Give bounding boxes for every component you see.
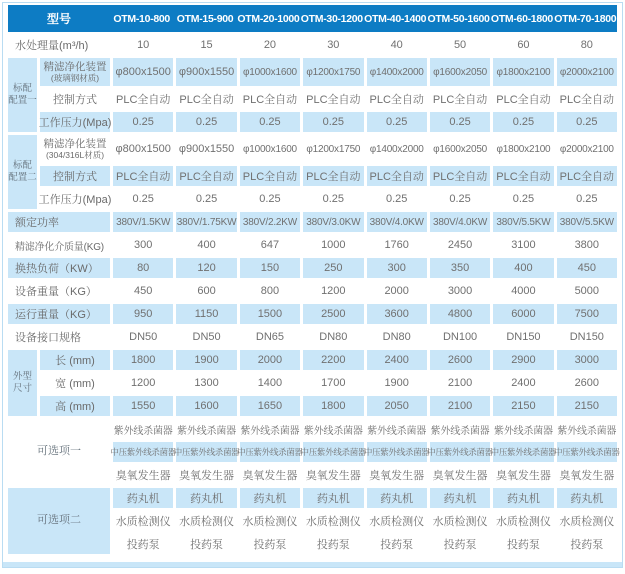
group-label <box>8 350 37 416</box>
section-rows <box>110 419 620 485</box>
table-cell: 1200 <box>321 285 346 297</box>
table-cell: 80 <box>113 258 173 278</box>
table-section <box>8 258 617 278</box>
section-rows <box>8 235 617 255</box>
table-cell: 水质检测仪 <box>115 516 171 528</box>
table-cell: 1700 <box>321 377 346 389</box>
table-cell: PLC全自动 <box>303 166 363 186</box>
table-cell: DN150 <box>506 331 541 343</box>
group-label <box>8 135 37 209</box>
table-cell: 紫外线杀菌器 <box>494 425 553 437</box>
row-label: 设备接口规格 <box>15 332 81 344</box>
table-cell: 0.25 <box>557 112 617 132</box>
table-cell: PLC全自动 <box>240 166 300 186</box>
table-cell: 水质检测仪 <box>369 516 425 528</box>
table-cell: DN100 <box>442 331 478 343</box>
table-cell: 2400 <box>367 350 427 370</box>
table-cell: 1600 <box>176 396 236 416</box>
table-cell: 臭氧发生器 <box>115 470 171 482</box>
section-rows <box>8 304 617 324</box>
table-cell: φ800x1500 <box>115 143 171 155</box>
row-label-line: 精滤净化装置 <box>43 60 107 73</box>
table-cell: 0.25 <box>259 193 281 205</box>
row-label: 精滤净化介质量(KG) <box>15 241 104 253</box>
table-cell: 0.25 <box>113 112 173 132</box>
table-cell: 2400 <box>511 377 536 389</box>
table-cell: 380V/1.75KW <box>176 212 236 232</box>
table-row <box>40 112 617 132</box>
table-cell: 水质检测仪 <box>242 516 298 528</box>
table-row <box>110 442 620 462</box>
table-section <box>8 135 617 209</box>
table-row <box>8 258 617 278</box>
table-cell: 1900 <box>384 377 409 389</box>
section-rows <box>8 35 617 55</box>
table-cell: 2450 <box>447 239 473 251</box>
table-cell: φ1200x1750 <box>306 143 361 155</box>
table-cell: 中压紫外线杀菌器 <box>557 442 617 462</box>
row-label: 水处理量(m³/h) <box>15 40 89 52</box>
row-label: 额定功率 <box>8 212 110 232</box>
table-cell: 0.25 <box>512 193 535 205</box>
row-label: 换热负荷（KW） <box>8 258 110 278</box>
table-row <box>40 89 617 109</box>
table-cell: 20 <box>263 39 277 51</box>
group-label <box>8 488 110 554</box>
table-cell: 投药泵 <box>443 539 477 551</box>
table-cell: 投药泵 <box>570 539 604 551</box>
table-cell: 2600 <box>430 350 490 370</box>
table-row <box>40 58 617 86</box>
table-cell: 0.25 <box>367 112 427 132</box>
table-section <box>8 350 617 416</box>
table-cell: PLC全自动 <box>179 94 234 106</box>
table-cell: 1760 <box>384 239 409 251</box>
table-cell: 投药泵 <box>506 539 540 551</box>
table-cell: PLC全自动 <box>496 94 551 106</box>
table-cell: PLC全自动 <box>176 166 236 186</box>
table-cell: 药丸机 <box>176 488 236 508</box>
table-cell: 投药泵 <box>190 539 224 551</box>
table-cell: φ800x1500 <box>113 58 173 86</box>
table-cell: 紫外线杀菌器 <box>367 425 427 437</box>
table-cell: 水质检测仪 <box>305 516 361 528</box>
table-cell: 0.25 <box>385 193 408 205</box>
table-cell: 药丸机 <box>113 488 173 508</box>
table-cell: DN80 <box>319 331 348 343</box>
table-cell: φ1800x2100 <box>493 58 553 86</box>
table-cell: 0.25 <box>430 112 490 132</box>
section-rows <box>40 58 617 132</box>
section-rows <box>40 135 617 209</box>
table-cell: PLC全自动 <box>432 94 488 106</box>
table-cell: PLC全自动 <box>557 166 617 186</box>
table-cell: 中压紫外线杀菌器 <box>493 442 553 462</box>
table-cell: 1800 <box>303 396 363 416</box>
table-cell: 3100 <box>511 239 536 251</box>
model-header-label: 型号 <box>46 12 71 26</box>
table-row <box>8 212 617 232</box>
table-cell: 投药泵 <box>126 539 160 551</box>
table-cell: DN50 <box>129 331 158 343</box>
table-section <box>8 58 617 132</box>
table-cell: 臭氧发生器 <box>305 470 361 482</box>
table-cell: φ1200x1750 <box>303 58 363 86</box>
table-cell: 1200 <box>130 377 156 389</box>
section-rows <box>40 350 617 416</box>
table-cell: 臭氧发生器 <box>179 470 235 482</box>
table-header-row <box>8 5 617 32</box>
table-cell: φ1400x2000 <box>367 58 427 86</box>
table-row <box>8 35 617 55</box>
table-cell: 250 <box>303 258 363 278</box>
table-cell: 投药泵 <box>380 539 414 551</box>
table-cell: 中压紫外线杀菌器 <box>240 442 300 462</box>
table-cell: PLC全自动 <box>115 94 171 106</box>
row-label: 设备重量（KG） <box>15 286 97 298</box>
table-cell: DN80 <box>382 331 411 343</box>
table-cell: 380V/2.2KW <box>240 212 300 232</box>
group-label-line: 外型 <box>12 371 32 383</box>
table-cell: 水质检测仪 <box>179 516 235 528</box>
model-header: OTM-10-800 <box>113 12 170 25</box>
row-label: 控制方式 <box>53 94 97 106</box>
row-label-line: 精滤净化装置 <box>43 137 107 150</box>
table-cell: PLC全自动 <box>369 94 424 106</box>
table-row <box>40 189 617 209</box>
group-label-line: 配置一 <box>8 95 37 106</box>
row-label: 运行重量（KG） <box>8 304 110 324</box>
table-cell: 2100 <box>447 377 473 389</box>
table-cell: 120 <box>176 258 236 278</box>
table-cell: 1550 <box>113 396 173 416</box>
table-row <box>113 488 617 508</box>
table-cell: φ1000x1600 <box>242 143 297 155</box>
row-label-line: (304/316L材质) <box>45 150 105 161</box>
table-cell: 380V/1.5KW <box>113 212 173 232</box>
section-rows <box>8 327 617 347</box>
table-cell: 380V/5.5KW <box>493 212 553 232</box>
table-cell: 950 <box>113 304 173 324</box>
model-header: OTM-70-1800 <box>554 12 617 25</box>
table-cell: 350 <box>430 258 490 278</box>
table-cell: PLC全自动 <box>242 94 298 106</box>
model-header: OTM-40-1400 <box>364 12 427 25</box>
table-cell: 1800 <box>113 350 173 370</box>
table-cell: 药丸机 <box>557 488 617 508</box>
table-cell: 30 <box>327 39 340 51</box>
table-cell: 600 <box>197 285 216 297</box>
table-cell: φ1600x2050 <box>433 143 488 155</box>
table-cell: PLC全自动 <box>493 166 553 186</box>
row-label: 控制方式 <box>40 166 110 186</box>
group-label-line: 标配 <box>12 83 32 95</box>
row-label <box>40 135 110 163</box>
table-cell: 0.25 <box>132 193 154 205</box>
table-row <box>40 135 617 163</box>
table-cell: 中压紫外线杀菌器 <box>303 442 363 462</box>
table-cell: PLC全自动 <box>113 166 173 186</box>
table-cell: 1000 <box>321 239 346 251</box>
table-cell: 药丸机 <box>240 488 300 508</box>
row-label: 宽 (mm) <box>55 378 95 390</box>
table-row <box>113 465 617 485</box>
row-label: 高 (mm) <box>40 396 110 416</box>
section-rows <box>113 488 617 554</box>
table-cell: PLC全自动 <box>559 94 615 106</box>
model-header: OTM-30-1200 <box>300 12 363 25</box>
row-label: 长 (mm) <box>40 350 110 370</box>
table-cell: 投药泵 <box>316 539 350 551</box>
group-label <box>8 419 110 485</box>
table-cell: 紫外线杀菌器 <box>113 425 173 437</box>
section-rows <box>8 258 617 278</box>
table-cell: 1900 <box>176 350 236 370</box>
table-cell: φ2000x2100 <box>557 58 617 86</box>
group-label-line: 配置二 <box>8 172 37 183</box>
table-cell: 紫外线杀菌器 <box>430 425 490 437</box>
table-cell: 300 <box>134 239 153 251</box>
table-cell: 2900 <box>493 350 553 370</box>
table-cell: 中压紫外线杀菌器 <box>367 442 427 462</box>
table-cell: 2150 <box>557 396 617 416</box>
table-section <box>8 281 617 301</box>
table-row <box>8 235 617 255</box>
table-cell: 2500 <box>303 304 363 324</box>
table-cell: 0.25 <box>176 112 236 132</box>
table-cell: 臭氧发生器 <box>369 470 425 482</box>
table-section <box>8 212 617 232</box>
table-cell: 2100 <box>430 396 490 416</box>
table-cell: 3000 <box>557 350 617 370</box>
table-cell: 150 <box>240 258 300 278</box>
table-cell: φ2000x2100 <box>559 143 614 155</box>
table-cell: 4000 <box>511 285 536 297</box>
table-section <box>8 235 617 255</box>
table-row <box>8 281 617 301</box>
table-cell: 380V/4.0KW <box>367 212 427 232</box>
table-cell: 臭氧发生器 <box>495 470 551 482</box>
table-cell: 60 <box>517 39 530 51</box>
table-cell: 50 <box>453 39 467 51</box>
table-row <box>40 350 617 370</box>
table-cell: 2200 <box>303 350 363 370</box>
table-cell: φ1000x1600 <box>240 58 300 86</box>
table-cell: 400 <box>493 258 553 278</box>
table-cell: 0.25 <box>322 193 345 205</box>
group-label-line: 标配 <box>12 160 32 172</box>
model-header: OTM-15-900 <box>176 12 234 25</box>
table-cell: 药丸机 <box>303 488 363 508</box>
group-label-line: 可选项二 <box>37 514 81 527</box>
table-cell: 450 <box>134 285 153 297</box>
table-cell: 紫外线杀菌器 <box>240 425 300 437</box>
table-row <box>113 419 617 439</box>
table-cell: 380V/3.0KW <box>303 212 363 232</box>
table-cell: 1300 <box>194 377 219 389</box>
spec-table <box>2 2 623 568</box>
table-row <box>40 373 617 393</box>
table-cell: 水质检测仪 <box>495 516 551 528</box>
table-row <box>40 166 617 186</box>
row-label: 工作压力(Mpa) <box>40 112 110 132</box>
table-cell: φ1800x2100 <box>496 143 551 155</box>
table-row <box>8 327 617 347</box>
table-cell: 药丸机 <box>430 488 490 508</box>
table-row <box>8 304 617 324</box>
table-section <box>8 35 617 55</box>
table-cell: 15 <box>200 39 213 51</box>
table-cell: 2000 <box>384 285 409 297</box>
table-cell: PLC全自动 <box>367 166 427 186</box>
table-cell: DN50 <box>192 331 221 343</box>
group-label <box>8 58 37 132</box>
table-cell: 1400 <box>257 377 283 389</box>
table-section <box>8 327 617 347</box>
table-cell: φ1400x2000 <box>369 143 424 155</box>
table-bottom-strip <box>3 562 622 567</box>
table-cell: 3800 <box>574 239 600 251</box>
table-section <box>8 419 620 485</box>
table-cell: 中压紫外线杀菌器 <box>113 442 173 462</box>
table-cell: 1150 <box>176 304 236 324</box>
table-cell: 4800 <box>430 304 490 324</box>
model-header: OTM-50-1600 <box>427 12 490 25</box>
table-cell: 0.25 <box>576 193 598 205</box>
table-cell: 300 <box>367 258 427 278</box>
group-label-line: 尺寸 <box>12 383 32 394</box>
table-row <box>113 511 617 531</box>
table-cell: 药丸机 <box>367 488 427 508</box>
table-cell: 647 <box>260 239 280 251</box>
table-cell: PLC全自动 <box>430 166 490 186</box>
table-cell: 2050 <box>367 396 427 416</box>
row-label: 工作压力(Mpa) <box>38 194 112 206</box>
table-cell: 紫外线杀菌器 <box>177 425 236 437</box>
table-cell: 药丸机 <box>493 488 553 508</box>
table-cell: 臭氧发生器 <box>432 470 488 482</box>
table-cell: φ900x1550 <box>178 143 235 155</box>
table-section <box>8 304 617 324</box>
section-rows <box>8 281 617 301</box>
model-header: OTM-60-1800 <box>490 12 553 25</box>
table-cell: 80 <box>580 39 593 51</box>
table-section <box>8 488 617 554</box>
row-label-line: (玻璃钢材质) <box>50 73 100 84</box>
table-cell: 中压紫外线杀菌器 <box>430 442 490 462</box>
table-cell: 0.25 <box>240 112 300 132</box>
table-cell: 0.25 <box>303 112 363 132</box>
table-cell: 水质检测仪 <box>559 516 615 528</box>
table-cell: φ900x1550 <box>176 58 236 86</box>
table-cell: 2150 <box>493 396 553 416</box>
table-cell: 中压紫外线杀菌器 <box>176 442 236 462</box>
table-cell: 臭氧发生器 <box>559 470 615 482</box>
table-cell: 紫外线杀菌器 <box>557 425 617 437</box>
table-cell: 10 <box>137 39 150 51</box>
table-cell: 投药泵 <box>253 539 287 551</box>
table-cell: 5000 <box>574 285 600 297</box>
table-cell: 0.25 <box>493 112 553 132</box>
table-cell: 380V/4.0KW <box>430 212 490 232</box>
table-cell: PLC全自动 <box>306 94 361 106</box>
table-cell: 紫外线杀菌器 <box>303 425 363 437</box>
table-cell: 450 <box>557 258 617 278</box>
spec-table-body <box>8 35 620 554</box>
table-cell: 7500 <box>557 304 617 324</box>
table-cell: 0.25 <box>449 193 471 205</box>
table-cell: DN65 <box>255 331 284 343</box>
table-cell: 380V/5.5KW <box>557 212 617 232</box>
table-cell: 0.25 <box>195 193 218 205</box>
table-cell: 40 <box>390 39 403 51</box>
section-rows <box>8 212 617 232</box>
table-cell: 3000 <box>447 285 473 297</box>
group-label-line: 可选项一 <box>37 445 81 458</box>
table-cell: φ1600x2050 <box>430 58 490 86</box>
table-cell: 2600 <box>574 377 600 389</box>
model-header: OTM-20-1000 <box>237 12 300 25</box>
table-cell: 1500 <box>240 304 300 324</box>
row-label <box>40 58 110 86</box>
table-cell: 臭氧发生器 <box>242 470 298 482</box>
table-cell: 水质检测仪 <box>432 516 488 528</box>
table-cell: 1650 <box>240 396 300 416</box>
table-cell: 800 <box>260 285 280 297</box>
table-cell: 400 <box>197 239 216 251</box>
table-cell: 6000 <box>493 304 553 324</box>
table-row <box>40 396 617 416</box>
table-cell: DN150 <box>569 331 604 343</box>
table-row <box>113 534 617 554</box>
table-cell: 2000 <box>240 350 300 370</box>
table-cell: 3600 <box>367 304 427 324</box>
